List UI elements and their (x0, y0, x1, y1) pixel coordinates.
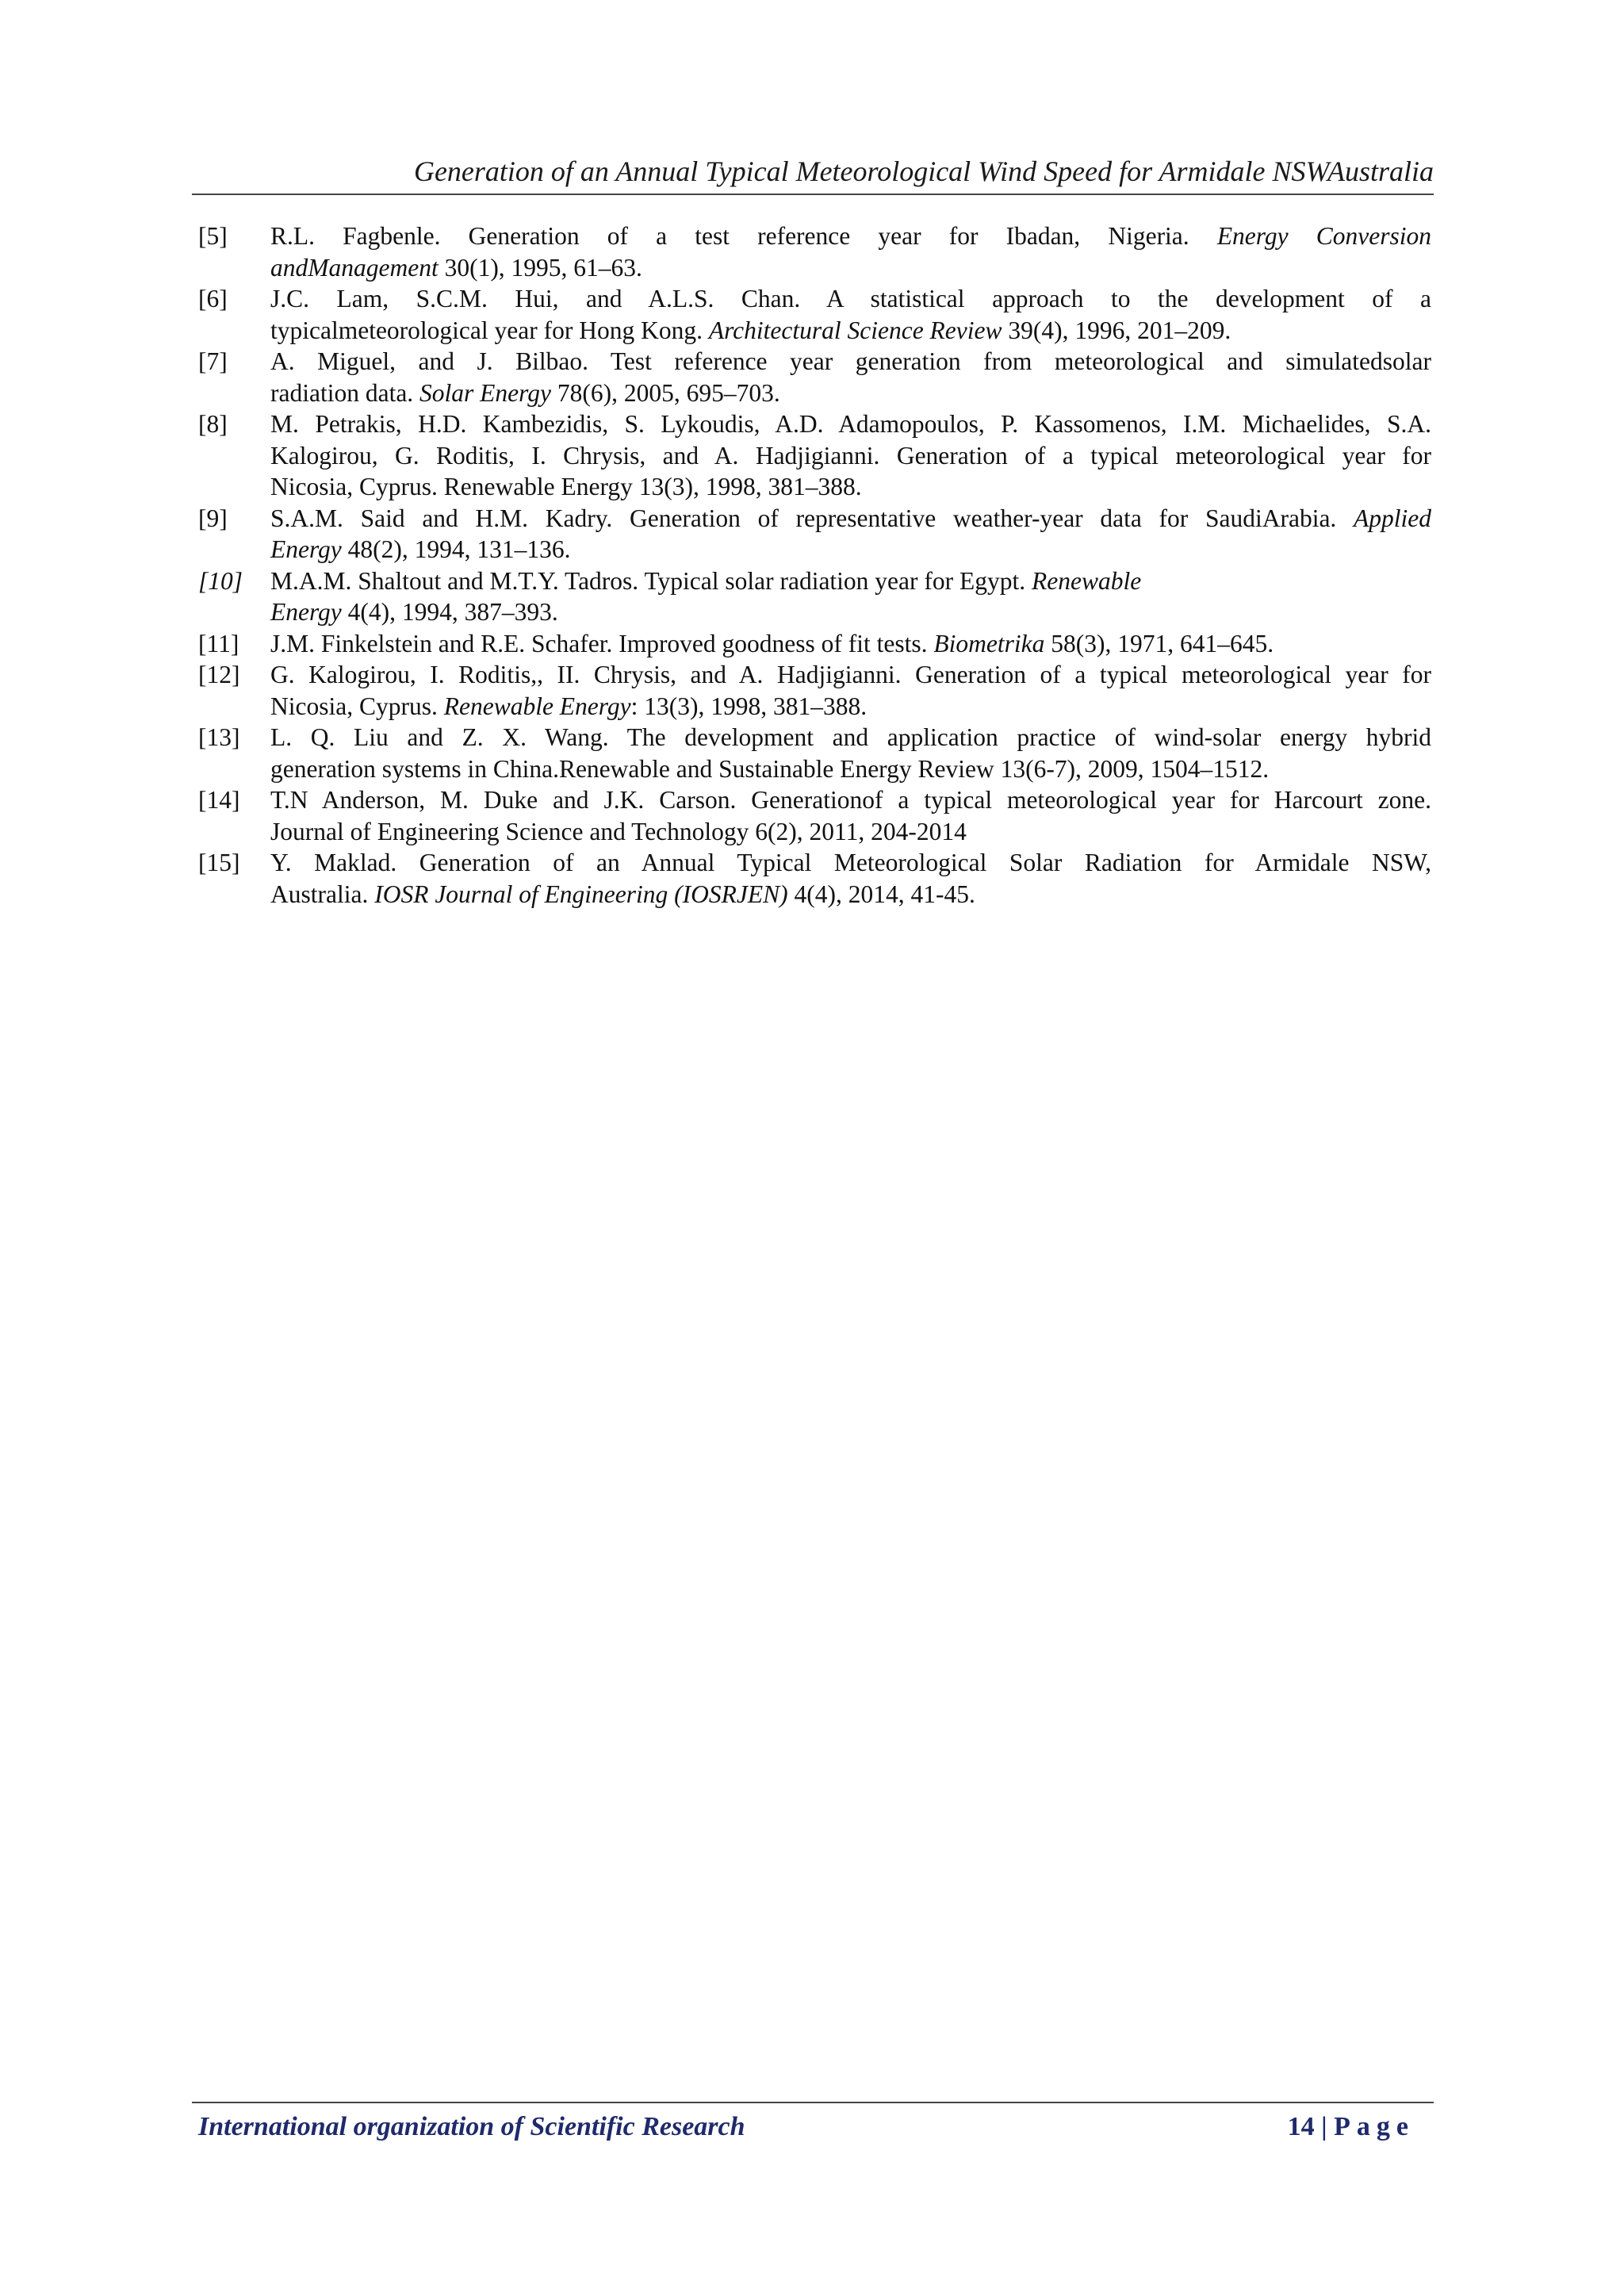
reference-line (270, 471, 1431, 503)
journal-name: Renewable (1031, 566, 1142, 595)
journal-name: Energy Conversion (1216, 222, 1431, 250)
reference-item (198, 784, 1431, 847)
reference-line (270, 378, 1431, 409)
reference-text: Australia. (270, 880, 375, 908)
reference-text: G. Kalogirou, I. Roditis,, II. Chrysis, and A. Hadjigianni. Generation of a typical meteorological year for (270, 661, 1431, 688)
reference-item (198, 628, 1431, 660)
page-number: 14 (1287, 2112, 1315, 2141)
reference-number: [12] (198, 661, 240, 688)
reference-text: : 13(3), 1998, 381–388. (630, 692, 868, 720)
page-header (192, 152, 1434, 195)
footer-page-number (1288, 2110, 1415, 2145)
reference-line (270, 440, 1431, 472)
reference-text: L. Q. Liu and Z. X. Wang. The development and application practice of wind-solar energy hybrid (270, 723, 1431, 751)
running-title: Generation of an Annual Typical Meteorological Wind Speed for Armidale NSWAustralia (413, 155, 1434, 187)
reference-line (270, 879, 1431, 910)
reference-line (270, 628, 1431, 660)
reference-item (198, 220, 1431, 283)
reference-item (198, 847, 1431, 910)
reference-item (198, 503, 1431, 565)
reference-text: Kalogirou, G. Roditis, I. Chrysis, and A. Hadjigianni. Generation of a typical meteorological year for (270, 441, 1431, 470)
reference-text: T.N Anderson, M. Duke and J.K. Carson. Generationof a typical meteorological year for Harcourt zone. (270, 786, 1431, 814)
reference-item (198, 565, 1431, 628)
reference-list (198, 220, 1431, 910)
reference-line (270, 283, 1431, 315)
reference-text: 78(6), 2005, 695–703. (550, 378, 780, 407)
reference-text: 4(4), 1994, 387–393. (341, 598, 558, 626)
reference-number: [10] (198, 566, 243, 595)
journal-name: Architectural Science Review (708, 316, 1002, 344)
reference-item (198, 283, 1431, 346)
reference-line (270, 534, 1431, 565)
reference-line (270, 816, 1431, 848)
journal-name: Renewable Energy (443, 692, 631, 720)
reference-text: Nicosia, Cyprus. (270, 692, 444, 720)
reference-text: Y. Maklad. Generation of an Annual Typical Meteorological Solar Radiation for Armidale NSW, (270, 849, 1431, 876)
reference-text: 39(4), 1996, 201–209. (1002, 316, 1231, 344)
reference-text: Nicosia, Cyprus. Renewable Energy 13(3), 1998, 381–388. (270, 473, 862, 500)
reference-line (270, 847, 1431, 879)
reference-text: 58(3), 1971, 641–645. (1044, 629, 1274, 657)
reference-line (270, 722, 1431, 753)
reference-line (270, 691, 1431, 723)
reference-line (270, 252, 1431, 284)
reference-text: J.M. Finkelstein and R.E. Schafer. Improved goodness of fit tests. (270, 629, 934, 657)
reference-line (270, 565, 1431, 597)
reference-item (198, 346, 1431, 408)
reference-text: generation systems in China.Renewable and Sustainable Energy Review 13(6-7), 2009, 1504–1512. (270, 754, 1270, 783)
reference-item (198, 722, 1431, 784)
page-separator: | (1321, 2112, 1327, 2141)
reference-text: typicalmeteorological year for Hong Kong. (270, 316, 709, 344)
reference-line (270, 503, 1431, 535)
reference-number: [15] (198, 849, 240, 876)
reference-number: [13] (198, 723, 240, 751)
reference-line (270, 659, 1431, 691)
journal-name: Energy (270, 535, 342, 563)
reference-text: R.L. Fagbenle. Generation of a test reference year for Ibadan, Nigeria. (270, 222, 1217, 250)
journal-name: Applied (1354, 504, 1431, 532)
reference-number: [9] (198, 504, 228, 532)
reference-text: S.A.M. Said and H.M. Kadry. Generation of representative weather-year data for SaudiArabia. (270, 504, 1354, 532)
reference-text: 4(4), 2014, 41-45. (787, 880, 975, 908)
reference-line (270, 753, 1431, 785)
reference-text: M.A.M. Shaltout and M.T.Y. Tadros. Typical solar radiation year for Egypt. (270, 566, 1032, 595)
reference-text: J.C. Lam, S.C.M. Hui, and A.L.S. Chan. A statistical approach to the development of a (270, 285, 1431, 312)
reference-line (270, 596, 1431, 628)
reference-number: [11] (198, 629, 239, 657)
reference-text: 30(1), 1995, 61–63. (438, 253, 642, 282)
reference-text: 48(2), 1994, 131–136. (341, 535, 571, 563)
reference-text: A. Miguel, and J. Bilbao. Test reference year generation from meteorological and simulatedsolar (270, 347, 1431, 375)
reference-number: [7] (198, 347, 228, 375)
page-label: Page (1334, 2112, 1415, 2141)
journal-name: Energy (270, 598, 342, 626)
reference-line (270, 315, 1431, 347)
page-footer (192, 2102, 1434, 2151)
reference-text: radiation data. (270, 378, 420, 407)
reference-number: [14] (198, 786, 240, 814)
reference-text: M. Petrakis, H.D. Kambezidis, S. Lykoudis, A.D. Adamopoulos, P. Kassomenos, I.M. Michaelides, S.A. (270, 410, 1431, 438)
reference-line (270, 346, 1431, 378)
journal-name: Solar Energy (419, 378, 551, 407)
reference-line (270, 408, 1431, 440)
reference-text: Journal of Engineering Science and Technology 6(2), 2011, 204-2014 (270, 817, 967, 845)
reference-number: [5] (198, 222, 228, 250)
reference-number: [8] (198, 410, 228, 438)
reference-number: [6] (198, 285, 228, 312)
reference-item (198, 659, 1431, 722)
reference-line (270, 220, 1431, 252)
journal-name: IOSR Journal of Engineering (IOSRJEN) (374, 880, 788, 908)
journal-name: Biometrika (933, 629, 1045, 657)
reference-item (198, 408, 1431, 503)
reference-line (270, 784, 1431, 816)
footer-organization: International organization of Scientific Research (198, 2112, 745, 2141)
journal-name: andManagement (270, 253, 439, 282)
